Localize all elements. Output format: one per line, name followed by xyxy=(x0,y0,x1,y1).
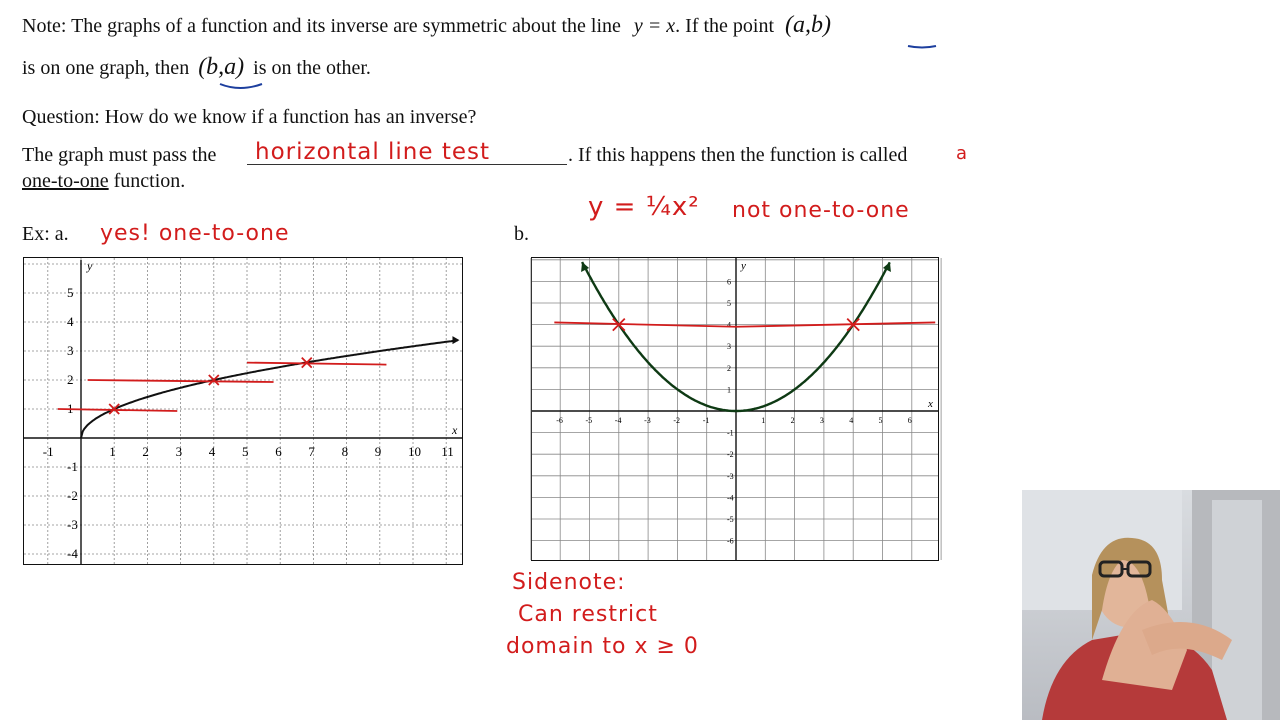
x-tick-label-b: -2 xyxy=(673,416,681,425)
equation-y-equals-x: y = x xyxy=(633,15,676,37)
y-axis-label-b: y xyxy=(741,260,746,272)
handwritten-not-one-to-one: not one-to-one xyxy=(732,198,910,223)
x-axis-label-a: x xyxy=(452,423,458,437)
y-tick-label-a: -3 xyxy=(67,517,78,532)
term-line xyxy=(22,169,185,193)
x-tick-label-b: 1 xyxy=(761,416,766,425)
y-tick-label-a: -4 xyxy=(67,546,78,561)
x-tick-label-b: -1 xyxy=(702,416,710,425)
graph-b-canvas xyxy=(532,258,938,560)
y-tick-label-b: -6 xyxy=(727,536,734,546)
x-tick-label-a: 9 xyxy=(374,444,382,459)
y-axis-label-a: y xyxy=(87,259,93,273)
graph-b xyxy=(531,257,939,561)
x-tick-label-a: 6 xyxy=(275,444,282,459)
y-tick-label-b: -3 xyxy=(727,471,734,481)
x-tick-label-b: -3 xyxy=(644,416,651,425)
y-tick-label-b: 3 xyxy=(727,342,731,352)
x-tick-label-a: 5 xyxy=(242,444,249,459)
y-tick-label-b: 4 xyxy=(727,320,731,330)
note-text-2: is on one graph, then xyxy=(22,57,190,79)
y-tick-label-b: 2 xyxy=(727,363,731,373)
red-horizontal-line-a xyxy=(58,409,178,411)
x-tick-label-b: -4 xyxy=(614,416,622,425)
x-tick-label-a: 11 xyxy=(441,444,454,459)
x-tick-label-b: 6 xyxy=(907,416,912,425)
x-tick-label-a: 4 xyxy=(208,444,216,459)
sqrt-curve-a xyxy=(81,340,458,438)
note-text-1b: . If the point xyxy=(675,15,775,37)
y-tick-label-a: 2 xyxy=(67,372,74,387)
y-tick-label-a: 5 xyxy=(67,285,74,300)
x-tick-label-b: 4 xyxy=(849,416,854,425)
y-tick-label-b: 6 xyxy=(727,277,731,287)
x-tick-label-b: 5 xyxy=(878,416,883,425)
x-tick-label-a: 8 xyxy=(341,444,349,459)
x-tick-label-b: -5 xyxy=(585,416,593,425)
x-tick-label-a: 3 xyxy=(175,444,183,459)
sidenote-line-2: Can restrict xyxy=(518,602,658,627)
question-text: Question: How do we know if a function has an inverse? xyxy=(22,106,477,128)
x-tick-label-a: 1 xyxy=(109,444,116,459)
red-horizontal-line-a xyxy=(247,363,386,365)
answer-prefix: The graph must pass the xyxy=(22,144,217,166)
example-a-label: Ex: a. xyxy=(22,223,69,245)
y-tick-label-b: -4 xyxy=(727,493,734,503)
note-text-2b: is on the other. xyxy=(253,57,371,79)
x-tick-label-a: 10 xyxy=(408,444,421,459)
x-tick-label-a: 2 xyxy=(142,444,149,459)
point-b-a: (b,a) xyxy=(198,54,245,80)
answer-suffix: . If this happens then the function is called xyxy=(568,144,908,166)
y-tick-label-a: 4 xyxy=(67,314,74,329)
x-tick-label-b: 3 xyxy=(819,416,824,425)
presenter-figure xyxy=(1022,490,1280,720)
x-tick-label-a: 7 xyxy=(308,444,315,459)
sidenote-line-3: domain to x ≥ 0 xyxy=(506,634,699,659)
note-text-1: Note: The graphs of a function and its inverse are symmetric about the line xyxy=(22,15,621,37)
point-a-b: (a,b) xyxy=(785,12,832,38)
y-tick-label-b: 5 xyxy=(727,299,731,308)
handwritten-horizontal-line-test: horizontal line test xyxy=(255,139,491,165)
curve-arrow-a xyxy=(452,336,459,344)
handwritten-y-equals-quarter-x-squared: y = ¼x² xyxy=(588,192,700,222)
term-suffix: function. xyxy=(113,170,186,192)
term-one-to-one: one-to-one xyxy=(22,170,109,192)
sidenote-title: Sidenote: xyxy=(512,570,626,595)
handwritten-a: a xyxy=(956,143,969,164)
y-tick-label-a: -2 xyxy=(67,488,78,503)
presenter-webcam xyxy=(1022,490,1280,720)
y-tick-label-b: -1 xyxy=(727,428,734,438)
x-tick-label-b: -6 xyxy=(556,416,563,425)
x-tick-label-a: -1 xyxy=(42,444,54,459)
y-tick-label-b: -2 xyxy=(727,450,734,460)
x-axis-label-b: x xyxy=(928,398,933,410)
y-tick-label-a: -1 xyxy=(67,459,78,474)
x-tick-label-b: 2 xyxy=(790,416,795,425)
handwritten-yes-one-to-one: yes! one-to-one xyxy=(100,221,290,246)
y-tick-label-a: 3 xyxy=(67,343,74,358)
y-tick-label-b: -5 xyxy=(727,515,734,524)
graph-a xyxy=(23,257,463,565)
graph-a-canvas xyxy=(24,258,462,564)
y-tick-label-b: 1 xyxy=(727,385,731,395)
answer-line xyxy=(22,143,216,167)
example-b-label: b. xyxy=(514,223,529,245)
